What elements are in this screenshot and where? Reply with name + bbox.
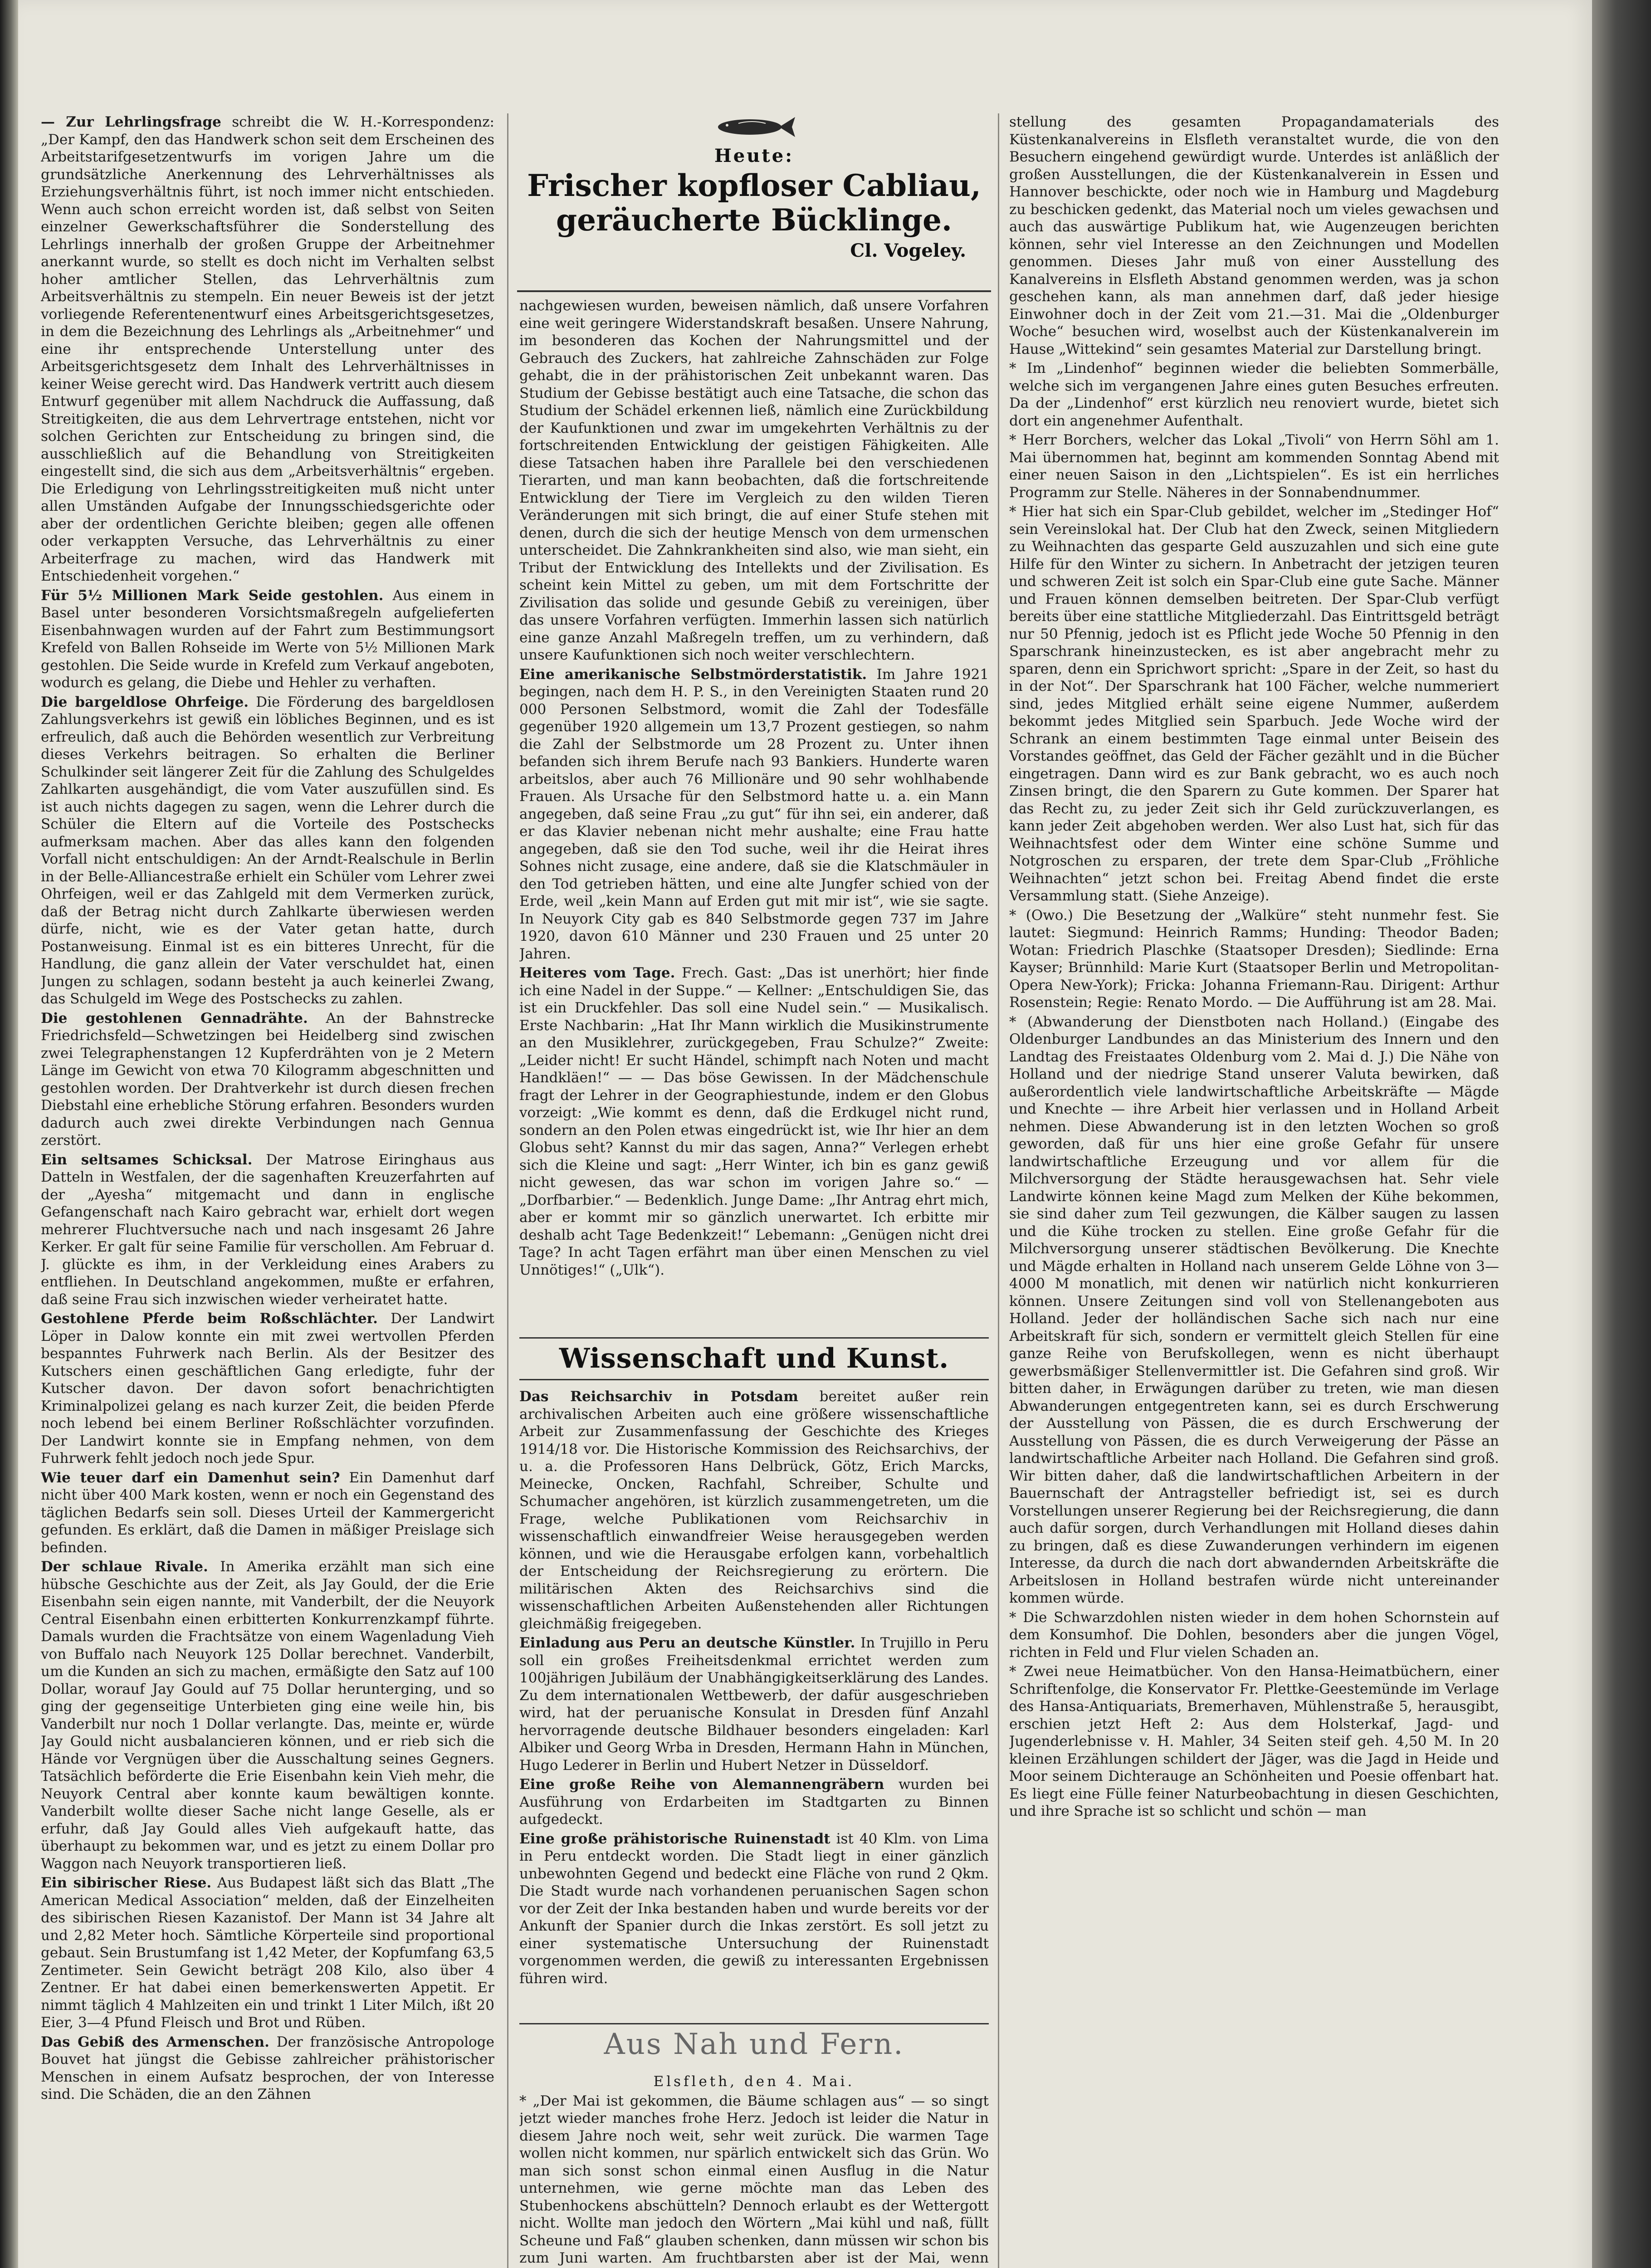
article-text: Der französische Antropologe Bouvet hat jüngst die Gebisse zahlreicher prähistorischer Menschen in einem Aufsatz besprochen, der von Interesse sind. Die Schäden, die an den Zähnen [41,2033,494,2102]
article-headline: Eine große prähistorische Ruinenstadt [519,1830,830,1847]
article-paragraph [519,964,989,1279]
article-paragraph [1009,1663,1499,1820]
section-rule [519,1379,989,1380]
ad-headline: Frischer kopfloser Cabliau, [527,168,981,203]
article-paragraph [41,2033,494,2103]
article-text: * Herr Borchers, welcher das Lokal „Tivoli“ von Herrn Söhl am 1. Mai übernommen hat, beginnt am kommenden Sonntag Abend mit einer neuen Saison in den „Lichtspielen“. Es ist ein herrliches Programm zur Stelle. Näheres in der Sonnabendnummer. [1009,432,1499,501]
article-text: In Trujillo in Peru soll ein großes Freiheitsdenkmal errichtet werden zum 100jährigen Jubiläum der Unabhängigkeitserklärung des Landes. Zu dem internationalen Wettbewerb, der dafür ausgeschrieben wird, hat der peruanische Konsulat in Dresden fünf Anzahl hervorragende deutsche Bildhauer besonders eingeladen: Karl Albiker und Georg Wrba in Dresden, Hermann Hahn in München, Hugo Lederer in Berlin und Hubert Netzer in Düsseldorf. [519,1635,989,1774]
article-paragraph [41,1558,494,1872]
section-rule [519,1337,989,1339]
adjacent-page-edge [0,0,18,2268]
article-text: ist 40 Klm. von Lima in Peru entdeckt worden. Die Stadt liegt in einer gänzlich unbewohnten Gegend und bedeckt eine Fläche von rund 2 Qkm. Die Stadt wurde nach vorhandenen peruanischen Sagen schon vor der Zeit der Inka bestanden haben und wurde bereits vor der Ankunft der Spanier durch die Inkas zerstört. Es soll jetzt zu einer systematische Untersuchung der Ruinenstadt vorgenommen werden, die gewiß zu interessanten Ergebnissen führen wird. [519,1830,989,1987]
article-headline: Wie teuer darf ein Damenhut sein? [41,1469,340,1486]
article-paragraph [1009,360,1499,430]
article-paragraph [519,297,989,664]
column-right [1009,113,1499,2268]
article-headline: Für 5½ Millionen Mark Seide gestohlen. [41,587,384,604]
article-text: stellung des gesamten Propagandamaterials des Küstenkanalvereins in Elsfleth veranstaltet wurde, die von den Besuchern eingehend gewürdigt wurde. Unterdes ist anläßlich der großen Ausstellungen, die der Küstenkanalverein in Essen und Hannover beschickte, oder noch wie in Hamburg und Magdeburg zu beschicken gedenkt, das Material noch um vieles gewachsen und auch das auswärtige Publikum hat, wie Augenzeugen berichten können, sehr viel Interesse an den Zeichnungen und Modellen genommen. Dieses Jahr muß von einer Ausstellung des Kanalvereins in Elsfleth Abstand genommen werden, was ja schon geschehen kann, als man annehmen darf, daß jeder hiesige Einwohner doch in der Zeit vom 21.—31. Mai die „Oldenburger Woche“ besuchen wird, woselbst auch der Küstenkanalverein im Hause „Wittekind“ sein gesamtes Material zur Darstellung bringt. [1009,114,1499,357]
article-text: nachgewiesen wurden, beweisen nämlich, daß unsere Vorfahren eine weit geringere Widerstandskraft besaßen. Unsere Nahrung, im besonderen das Kochen der Nahrungsmittel und der Gebrauch des Zuckers, hat zahlreiche Zahnschäden zur Folge gehabt, die in der prähistorischen Zeit unbekannt waren. Das Studium der Gebisse bestätigt auch eine Tatsache, die schon das Studium der Schädel erkennen ließ, nämlich eine Zurückbildung der Kaufunktionen und zwar im umgekehrten Verhältnis zu der fortschreitenden Entwicklung der geistigen Fähigkeiten. Alle diese Tatsachen haben ihre Parallele bei den verschiedenen Tierarten, und man kann beobachten, daß die fortschreitende Entwicklung der Tiere im Vergleich zu den wilden Tieren Veränderungen mit sich bringt, die auf einer Stufe stehen mit denen, durch die sich der heutige Mensch von dem urmenschen unterscheidet. Die Zahnkrankheiten sind also, wie man sieht, ein Tribut der Entwicklung des Intellekts und der Zivilisation. Es scheint kein Mittel zu geben, um mit dem Fortschritte der Zivilisation das solide und gesunde Gebiß zu vereinigen, über das unsere Vorfahren verfügten. Immerhin lassen sich natürlich eine ganze Anzahl Maßregeln treffen, um zu verhindern, daß unsere Kaufunktionen sich noch weiter verschlechtern. [519,298,989,663]
article-text: * Hier hat sich ein Spar-Club gebildet, welcher im „Stedinger Hof“ sein Vereinslokal hat. Der Club hat den Zweck, seinen Mitgliedern zu Weihnachten das gesparte Geld auszuzahlen und sich eine gute Hilfe für den Winter zu sichern. In Anbetracht der jetzigen teuren und schweren Zeit ist solch ein Spar-Club eine gute Sache. Männer und Frauen können demselben beitreten. Der Spar-Club verfügt bereits über eine stattliche Mitgliederzahl. Das Eintrittsgeld beträgt nur 50 Pfennig, jedoch ist es Pflicht jede Woche 50 Pfennig in den Sparschrank hineinzustecken, es ist aber angebracht mehr zu sparen, denn ein Sprichwort spricht: „Spare in der Zeit, so hast du in der Not“. Der Sparschrank hat 100 Fächer, welche nummeriert sind, jedes Mitglied erhält seine eigene Nummer, außerdem bekommt jedes Mitglied sein Sparbuch. Jede Woche wird der Schrank an einem bestimmten Tage einmal unter Beisein des Vorstandes geöffnet, das Geld der Fächer gezählt und in die Bücher eingetragen. Dann wird es zur Bank gebracht, wo es auch noch Zinsen bringt, die den Sparern zu Gute kommen. Der Sparer hat das Recht zu, zu jeder Zeit sich ihr Geld zurückzuverlangen, es kann jeder Zeit abgehoben werden. Wer also Lust hat, sich für das Weihnachtsfest oder dem Winter eine schöne Summe und Notgroschen zu ersparen, der trete dem Spar-Club „Fröhliche Weihnachten“ jetzt schon bei. Freitag Abend findet die erste Versammlung statt. (Siehe Anzeige). [1009,503,1499,904]
article-headline: Die bargeldlose Ohrfeige. [41,694,249,710]
article-text: Aus einem in Basel unter besonderen Vorsichtsmaßregeln aufgelieferten Eisenbahnwagen wurden auf der Fahrt zum Bestimmungsort Krefeld von Ballen Rohseide im Werte von 5½ Millionen Mark gestohlen. Die Seide wurde in Krefeld zum Verkauf angeboten, wodurch es gelang, die Diebe und Hehler zu verhaften. [41,587,494,691]
article-paragraph [41,113,494,585]
article-paragraph [41,1469,494,1557]
article-paragraph [41,587,494,692]
article-paragraph [1009,431,1499,501]
article-text: * (Owo.) Die Besetzung der „Walküre“ steht nunmehr fest. Sie lautet: Siegmund: Heinrich Ramms; Hunding: Theodor Baden; Wotan: Friedrich Plaschke (Staatsoper Dresden); Siedlinde: Erna Kayser; Brünnhild: Marie Kurt (Staatsoper Berlin und Metropolitan-Opera New-York); Fricka: Johanna Friemann-Rau. Dirigent: Arthur Rosenstein; Regie: Renato Mordo. — Die Aufführung ist am 28. Mai. [1009,907,1499,1011]
article-text: Frech. Gast: „Das ist unerhört; hier finde ich eine Nadel in der Suppe.“ — Kellner: „Entschuldigen Sie, das ist ein Druckfehler. Das soll eine Nudel sein.“ — Musikalisch. Erste Nachbarin: „Hat Ihr Mann wirklich die Musikinstrumente an den Musiklehrer, zurückgegeben, Frau Schulze?“ Zweite: „Leider nicht! Er sucht Händel, schimpft nach Noten und macht Handkläen!“ — — Das böse Gewissen. In der Mädchenschule fragt der Lehrer in der Geographiestunde, indem er den Globus vorzeigt: „Wie kommt es denn, daß die Erdkugel nicht rund, sondern an den Polen etwas eingedrückt ist, wie Ihr hier an dem Globus seht? Kannst du mir das sagen, Anna?“ Verlegen erhebt sich die Kleine und sagt: „Herr Winter, ich bin es ganz gewiß nicht gewesen, das war schon im vorigen Jahre so.“ — „Dorfbarbier.“ — Bedenklich. Junge Dame: „Ihr Antrag ehrt mich, aber er kommt mir so gänzlich unerwartet. Ich erbitte mir deshalb acht Tage Bedenkzeit!“ Lebemann: „Genügen nicht drei Tage? In acht Tagen erfährt man über einen Menschen zu viel Unnötiges!“ („Ulk“). [519,965,989,1278]
article-text: An der Bahnstrecke Friedrichsfeld—Schwetzingen bei Heidelberg sind zwischen zwei Telegraphenstangen 12 Kupferdrähten von je 2 Metern Länge im Gewicht von etwa 70 Kilogramm abgeschnitten und gestohlen worden. Der Drahtverkehr ist durch diesen frechen Diebstahl eine erhebliche Störung erfahren. Besonders wurden dadurch auch zwei direkte Verbindungen nach Gennua zerstört. [41,1010,494,1149]
section-rule [519,2023,989,2024]
ad-divider [517,290,991,292]
article-text: Die Förderung des bargeldlosen Zahlungsverkehrs ist gewiß ein löbliches Beginnen, und es ist erfreulich, daß auch die Behörden wesentlich zur Verbreitung dieses Verkehrs beitragen. So erhalten die Berliner Schulkinder seit längerer Zeit für die Zahlung des Schulgeldes Zahlkarten ausgehändigt, die vom Vater auszufüllen sind. Es ist auch nichts dagegen zu sagen, wenn die Lehrer durch die Schüler die Eltern auf die Vorteile des Postschecks aufmerksam machen. Aber das alles kann den folgenden Vorfall nicht entschuldigen: An der Arndt-Realschule in Berlin in der Belle-Alliancestraße erhielt ein Schüler vom Lehrer zwei Ohrfeigen, weil er das Zahlgeld mit dem Vermerken zurück, daß der Betrag nicht durch Zahlkarte überwiesen werden dürfe, nicht, wie es der Vater getan hatte, durch Postanweisung. Einmal ist es ein bitteres Unrecht, für die Handlung, die ganz allein der Vater verschuldet hat, einen Jungen zu schlagen, sodann besteht ja auch keinerlei Zwang, das Schulgeld im Wege des Postschecks zu zahlen. [41,694,494,1007]
article-text: * Die Schwarzdohlen nisten wieder in dem hohen Schornstein auf dem Konsumhof. Die Dohlen, besonders aber die jungen Vögel, richten in Feld und Flur vielen Schaden an. [1009,1609,1499,1661]
fish-icon [711,113,797,141]
article-paragraph [1009,1609,1499,1662]
article-text: Der Landwirt Löper in Dalow konnte ein mit zwei wertvollen Pferden bespanntes Fuhrwerk nach Berlin. Als der Besitzer des Kutschers einen geschäftlichen Gang erledigte, fuhr der Kutscher davon. Der davon sofort benachrichtigten Kriminalpolizei gelang es nach kurzer Zeit, die beiden Pferde noch lebend bei einem Berliner Roßschlächter vorzufinden. Der Landwirt konnte sie in Empfang nehmen, von dem Fuhrwerk fehlt jedoch noch jede Spur. [41,1310,494,1466]
article-text: Ein Damenhut darf nicht über 400 Mark kosten, wenn er noch ein Gegenstand des täglichen Bedarfs sein soll. Dieses Urteil der Kammergericht gefunden. Es erklärt, daß die Damen in mäßiger Preislage sich befinden. [41,1469,494,1556]
article-headline: Gestohlene Pferde beim Roßschlächter. [41,1310,378,1327]
article-text: schreibt die W. H.-Korrespondenz: „Der Kampf, den das Handwerk schon seit dem Erscheinen des Arbeitstarifgesetzentwurfs im vorigen Jahre um die grundsätzliche Anerkennung des Lehrverhältnisses als Erziehungsverhältnis führt, ist noch immer nicht entschieden. Wenn auch schon erreicht worden ist, daß selbst von Seiten einzelner Gewerkschaftsführer die Sonderstellung des Lehrlings innerhalb der großen Gruppe der Arbeitnehmer anerkannt wurde, so stellt es doch nicht im Verhalten selbst hoher amtlicher Stellen, das Lehrverhältnis zum Arbeitsverhältnis zu stempeln. Ein neuer Beweis ist der jetzt vorliegende Referentenentwurf eines Arbeitsgerichtsgesetzes, in dem die Bezeichnung des Lehrlings als „Arbeitnehmer“ und eine ihr entsprechende Unterstellung unter des Arbeitsgerichtsgesetz dem Inhalt des Lehrverhältnisses in keiner Weise gerecht wird. Das Handwerk vertritt auch diesem Entwurf gegenüber mit allem Nachdruck die Auffassung, daß Streitigkeiten, die aus dem Lehrvertrage entstehen, nicht vor solchen Gerichten zur Entscheidung zu bringen sind, die ausschließlich auf die Behandlung von Streitigkeiten eingestellt sind, die sich aus dem „Arbeitsverhältnis“ ergeben. Die Erledigung von Lehrlingsstreitigkeiten muß nicht unter allen Umständen Aufgabe der Innungsschiedsgerichte oder aber der ordentlichen Gerichte bleiben; gegen alle offenen oder verkappten Versuche, das Lehrverhältnis zu einer Arbeiterfrage zu machen, wird das Handwerk mit Entschiedenheit vorgehen.“ [41,114,494,584]
article-paragraph [41,1010,494,1149]
column-rule [998,113,999,2268]
article-headline: Die gestohlenen Gennadrähte. [41,1010,308,1026]
advertisement [519,113,989,286]
article-text: * (Abwanderung der Dienstboten nach Holland.) (Eingabe des Oldenburger Landbundes an das Ministerium des Innern und den Landtag des Freistaates Oldenburg vom 2. Mai d. J.) Die Nähe von Holland und der niedrige Stand unserer Valuta bewirken, daß außerordentlich viele landwirtschaftliche Arbeitskräfte — Mägde und Knechte — ihre Arbeit hier verlassen und in Holland Arbeit nehmen. Diese Abwanderung ist in den letzten Wochen so groß geworden, daß für uns hier eine große Gefahr für unsere landwirtschaftliche Erzeugung und vor allem für die Milchversorgung der Städte herausgewachsen hat. Sehr viele Landwirte können keine Magd zum Melken der Kühe bekommen, sie sind daher zum Teil gezwungen, die Kälber saugen zu lassen und die Kühe trocken zu stellen. Eine große Gefahr für die Milchversorgung unserer städtischen Bevölkerung. Die Knechte und Mägde erhalten in Holland nach unserem Gelde Löhne von 3—4000 M monatlich, mit denen wir natürlich nicht konkurrieren können. Unsere Zeitungen sind voll von Stellenangeboten aus Holland. Jeder der holländischen Sache sich nach nur eine Arbeitskraft für sich, sondern er vermittelt gleich Stellen für eine ganze Reihe von Berufskollegen, wenn es nicht überhaupt gewerbsmäßiger Stellenvermittler ist. Die Gefahren sind groß. Wir bitten daher, in Erwägungen darüber zu treten, wie man diesen Abwanderungen entgegentreten kann, sei es durch Erschwerung der Ausstellung von Pässen, die es durch Erschwerung der Ausstellung von Pässen, die es durch Verweigerung der Pässe an landwirtschaftliche Arbeiter nach Holland. Die Gefahren sind groß. Wir bitten daher, daß die landwirtschaftlichen Arbeitern in der Bauernschaft der Antragsteller befriedigt ist, sei es durch Vorstellungen unserer Regierung bei der Reichsregierung, die dann auch dafür sorgen, durch Verhandlungen mit Holland dieses dahin zu bringen, daß es diese Zuwanderungen verhindern im eigenen Interesse, da durch die nach dort abwandernden Arbeitskräfte die Arbeitslosen in Holland bestrafen würde nicht untereinander kommen würde. [1009,1013,1499,1606]
section-title: Wissenschaft und Kunst. [559,1343,949,1374]
article-paragraph [1009,907,1499,1012]
ad-heute: Heute: [714,145,794,166]
article-headline: Ein seltsames Schicksal. [41,1151,253,1168]
article-paragraph [519,1634,989,1774]
column-middle-science [519,1388,989,2019]
article-text: Der Matrose Eiringhaus aus Datteln in Westfalen, der die sagenhaften Kreuzerfahrten auf der „Ayesha“ mitgemacht und dann in englische Gefangenschaft nach Kairo gebracht war, erhielt dort wegen mehrerer Fluchtversuche nach und nach insgesamt 26 Jahre Kerker. Er galt für seine Familie für verschollen. Am Februar d. J. glückte es ihm, in der Verkleidung eines Arabers zu entfliehen. In Deutschland angekommen, mußte er erfahren, daß seine Frau sich inzwischen wieder verheiratet hatte. [41,1151,494,1308]
article-headline: Einladung aus Peru an deutsche Künstler. [519,1635,855,1651]
article-headline: Eine amerikanische Selbstmörderstatistik. [519,666,867,683]
article-paragraph [41,1310,494,1467]
article-headline: Ein sibirischer Riese. [41,1875,212,1891]
local-news-title: Aus Nah und Fern. [604,2028,904,2061]
article-headline: Heiteres vom Tage. [519,965,675,981]
article-paragraph [41,694,494,1008]
article-text: Aus Budapest läßt sich das Blatt „The American Medical Association“ melden, daß der Einzelheiten des sibirischen Riesen Kazanistof. Der Mann ist 34 Jahre alt und 2,82 Meter hoch. Sämtliche Körperteile sind proportional gebaut. Sein Brustumfang ist 1,42 Meter, der Kopfumfang 63,5 Zentimeter. Sein Gewicht beträgt 208 Kilo, also über 4 Zentner. Er hat dabei einen bemerkenswerten Appetit. Er nimmt täglich 4 Mahlzeiten ein und trinkt 1 Liter Milch, ißt 20 Eier, 3—4 Pfund Fleisch und Brot und Rüben. [41,1875,494,2031]
column-rule [507,113,508,2268]
article-text: * „Der Mai ist gekommen, die Bäume schlagen aus“ — so singt jetzt wieder manches frohe Herz. Jedoch ist leider die Natur in diesem Jahre noch weit, sehr weit zurück. Die warmen Tage wollen nicht kommen, nur spärlich entwickelt sich das Grün. Wo man sich sonst schon einmal einen Ausflug in die Natur unternehmen, wie gerne möchte man das Leben des Stubenhockens abschütteln? Dennoch erlaubt es der Wettergott nicht. Wollte man jedoch den Wörtern „Mai kühl und naß, füllt Scheune und Faß“ glauben schenken, dann müssen wir schon bis zum Juni warten. Am fruchtbarsten aber ist der Mai, wenn [519,2092,989,2266]
dateline: Elsfleth, den 4. Mai. [653,2073,855,2090]
column-left [41,113,494,2268]
article-paragraph [41,1874,494,2032]
article-paragraph [519,1776,989,1828]
article-headline: Eine große Reihe von Alemannengräbern [519,1776,884,1793]
ad-signature: Cl. Vogeley. [850,240,966,261]
article-headline: Das Gebiß des Armenschen. [41,2033,269,2050]
article-headline: Das Reichsarchiv in Potsdam [519,1388,798,1405]
page-edge-shadow [1592,0,1651,2268]
article-text: bereitet außer rein archivalischen Arbeiten auch eine größere wissenschaftliche Arbeit zur Zusammenfassung der Geschichte des Krieges 1914/18 vor. Die Historische Kommission des Reichsarchivs, der u. a. die Professoren Hans Delbrück, Götz, Erich Marcks, Meinecke, Oncken, Rachfahl, Schreiber, Schulte und Schumacher angehören, ist kürzlich zusammengetreten, um die Frage, welche Publikationen vom Reichsarchiv in wissenschaftlich einwandfreier Weise herausgegeben werden können, und wie die Herausgabe erfolgen kann, vorbehaltlich der Entscheidung der Reichsregierung zu erörtern. Die militärischen Akten des Reichsarchivs sind die wissenschaftlichen Arbeiten Außenstehenden aller Richtungen gleichmäßig freigegeben. [519,1388,989,1632]
article-text: Im Jahre 1921 begingen, nach dem H. P. S., in den Vereinigten Staaten rund 20 000 Personen Selbstmord, womit die Zahl der Todesfälle gegenüber 1920 allgemein um 13,7 Prozent gestiegen, so nahm die Zahl der Selbstmorde um 28 Prozent zu. Unter ihnen befanden sich ihrem Berufe nach 93 Bankiers. Hunderte waren arbeitslos, aber auch 76 Millionäre und 90 sehr wohlhabende Frauen. Als Ursache für den Selbstmord hatte u. a. ein Mann angegeben, daß seine Frau „zu gut“ für ihn sei, ein anderer, daß er das Klavier nebenan nicht mehr aushalte; eine Frau hatte angegeben, daß sie den Tod suche, weil ihr die Heirat ihres Sohnes nicht zusage, eine andere, daß sie die Klatschmäuler in den Tod getrieben hätten, und eine alte Jungfer schied von der Erde, weil „kein Mann auf Erden gut mit mir ist“, wie sie sagte. In Neuyork City gab es 840 Selbstmorde gegen 737 im Jahre 1920, davon 610 Männer und 230 Frauen und 25 unter 20 Jahren. [519,666,989,962]
article-text: wurden bei Ausführung von Erdarbeiten im Stadtgarten zu Binnen aufgedeckt. [519,1776,989,1828]
article-paragraph [41,1151,494,1309]
article-paragraph [519,1388,989,1633]
article-paragraph [1009,503,1499,905]
article-text: In Amerika erzählt man sich eine hübsche Geschichte aus der Zeit, als Jay Gould, der die Erie Eisenbahn sein eigen nannte, mit Vanderbilt, der die Neuyork Central Eisenbahn einen erbitterten Konkurrenzkampf führte. Damals wurden die Frachtsätze von einem Wagenladung Vieh von Buffalo nach Neuyork 125 Dollar berechnet. Vanderbilt, um die Kunden an sich zu machen, ermäßigte den Satz auf 100 Dollar, worauf Jay Gould auf 75 Dollar herunterging, und so ging der gegenseitige Unterbieten ging eine weile hin, bis Vanderbilt nur noch 1 Dollar verlangte. Das, meinte er, würde Jay Gould nicht ausbalancieren können, und er rieb sich die Hände vor Vergnügen über die Ausschaltung seines Gegners. Tatsächlich beförderte die Erie Eisenbahn kein Vieh mehr, die Neuyork Central aber konnte kaum bewältigen konnte. Vanderbilt wollte dieser Sache nicht lange Geselle, als er erfuhr, daß Jay Gould alles Vieh aufgekauft hatte, das überhaupt zu bekommen war, und es jetzt zu einem Dollar pro Waggon nach Neuyork transportieren ließ. [41,1559,494,1872]
article-headline: Der schlaue Rivale. [41,1559,208,1575]
column-middle-top [519,297,989,1336]
article-paragraph [1009,1013,1499,1607]
article-paragraph [519,2092,989,2268]
article-paragraph [519,666,989,963]
article-paragraph [1009,113,1499,358]
article-text: * Zwei neue Heimatbücher. Von den Hansa-Heimatbüchern, einer Schriftenfolge, die Konservator Fr. Plettke-Geestemünde im Verlage des Hansa-Antiquariats, Bremerhaven, Mühlenstraße 5, herausgibt, erschien jetzt Heft 2: Aus dem Holsterkaf, Jagd- und Jugenderlebnisse v. H. Mahler, 34 Seiten steif geh. 4,50 M. In 20 kleinen Erzählungen schildert der Jäger, was die Jagd in Heide und Moor seinem Dichterauge an Schönheiten und Poesie offenbart hat. Es liegt eine Fülle feiner Naturbeobachtung in diesen Geschichten, und ihre Sprache ist so schlicht und schön — man [1009,1663,1499,1819]
column-middle-local [519,2073,989,2268]
article-headline: — Zur Lehrlingsfrage [41,114,221,130]
ad-subheadline: geräucherte Bücklinge. [556,202,952,238]
article-paragraph [519,1830,989,1988]
article-text: * Im „Lindenhof“ beginnen wieder die beliebten Sommerbälle, welche sich im vergangenen Jahre eines guten Besuches erfreuten. Da der „Lindenhof“ erst kürzlich neu renoviert wurde, bietet sich dort ein angenehmer Aufenthalt. [1009,360,1499,429]
